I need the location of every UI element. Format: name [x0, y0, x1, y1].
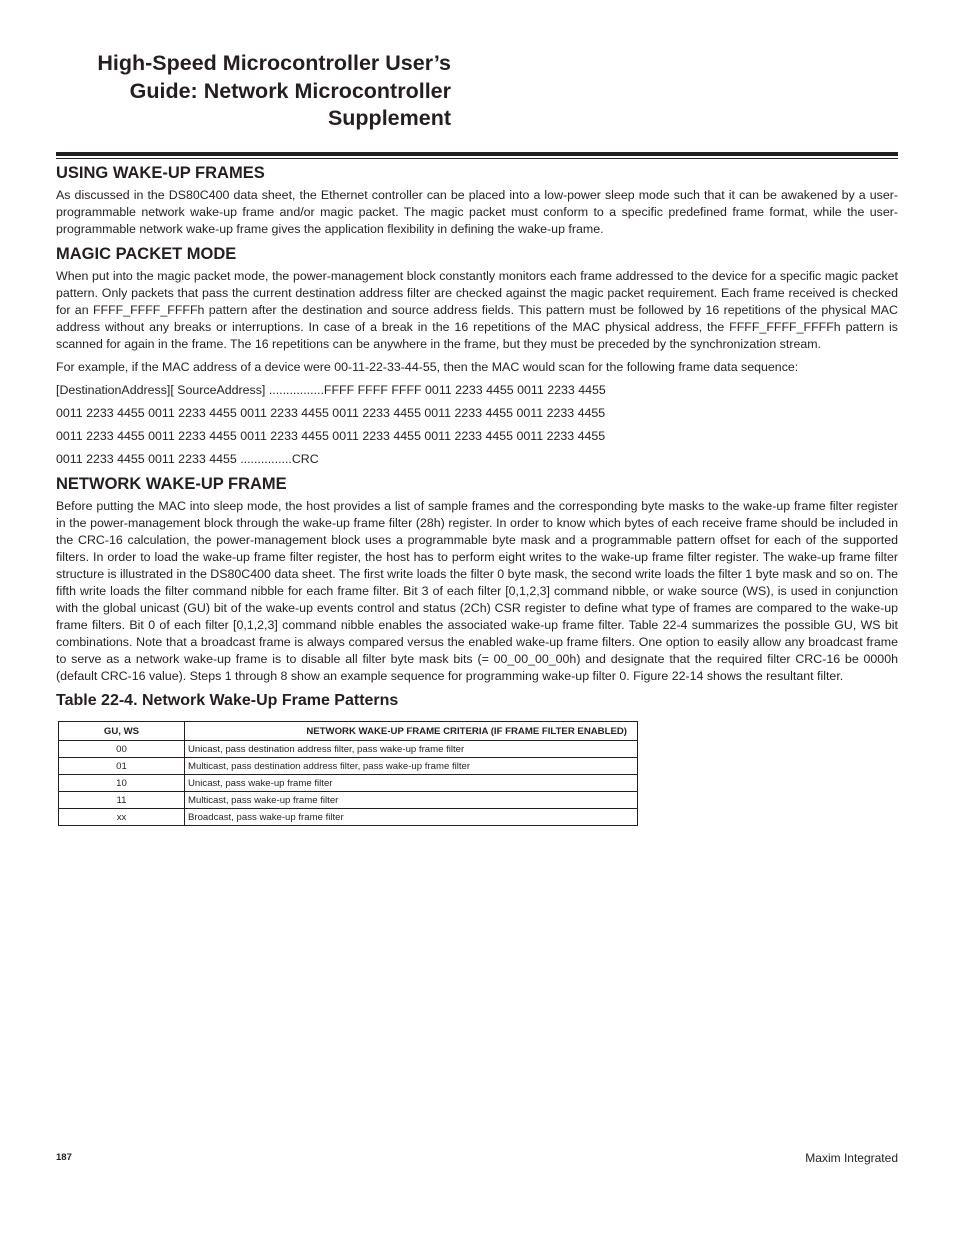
table-caption: Table 22-4. Network Wake-Up Frame Patterns — [56, 692, 399, 709]
paragraph-magic-packet-2: For example, if the MAC address of a device were 00-11-22-33-44-55, then the MAC would scan for the following frame data sequence: — [56, 360, 799, 374]
header-rule-thin — [56, 158, 898, 159]
table-cell-gu-ws: xx — [59, 809, 185, 826]
table-header-criteria: NETWORK WAKE-UP FRAME CRITERIA (IF FRAME FILTER ENABLED) — [185, 722, 638, 741]
wake-up-frame-patterns-table — [58, 721, 638, 826]
table-header-row — [59, 722, 638, 741]
frame-sequence-line-3: 0011 2233 4455 0011 2233 4455 0011 2233 4455 0011 2233 4455 0011 2233 4455 0011 2233 4455 — [56, 429, 606, 443]
table-cell-criteria: Multicast, pass wake-up frame filter — [185, 792, 638, 809]
table-header-gu-ws: GU, WS — [59, 722, 185, 741]
table-row — [59, 809, 638, 826]
table-cell-criteria: Unicast, pass wake-up frame filter — [185, 775, 638, 792]
table-cell-criteria: Broadcast, pass wake-up frame filter — [185, 809, 638, 826]
section-heading-magic-packet: MAGIC PACKET MODE — [56, 245, 237, 263]
table-cell-criteria: Multicast, pass destination address filter, pass wake-up frame filter — [185, 758, 638, 775]
paragraph-magic-packet-1: When put into the magic packet mode, the power-management block constantly monitors each frame addressed to the device for a specific magic packet pattern. Only packets that pass the current destination address filter are checked against the magic packet requirement. Each frame received is checked for an FFFF_FFFF_FFFFh pattern after the destination and source address fields. This pattern must be followed by 16 repetitions of the physical MAC address without any breaks or interruptions. In case of a break in the 16 repetitions of the MAC physical address, the FFFF_FFFF_FFFFh pattern is scanned for again in the frame. The 16 repetitions can be anywhere in the frame, but they must be preceded by the synchronization stream. — [56, 269, 898, 351]
table-cell-gu-ws: 10 — [59, 775, 185, 792]
title-line-2: Guide: Network Microcontroller — [129, 78, 451, 103]
document-title — [40, 50, 451, 133]
table-cell-gu-ws: 11 — [59, 792, 185, 809]
section-heading-wake-up-frames: USING WAKE-UP FRAMES — [56, 164, 265, 182]
title-line-1: High-Speed Microcontroller User’s — [97, 51, 451, 75]
company-name: Maxim Integrated — [805, 1151, 898, 1165]
table-row — [59, 775, 638, 792]
paragraph-wake-up-frames: As discussed in the DS80C400 data sheet, the Ethernet controller can be placed into a low-power sleep mode such that it can be awakened by a user-programmable network wake-up frame and/or magic packet. The magic packet must conform to a specific predefined frame format, while the user-programmable network wake-up frame gives the application flexibility in defining the wake-up frame. — [56, 188, 898, 236]
table-row — [59, 758, 638, 775]
frame-sequence-line-2: 0011 2233 4455 0011 2233 4455 0011 2233 4455 0011 2233 4455 0011 2233 4455 0011 2233 4455 — [56, 406, 606, 420]
title-line-3: Supplement — [327, 106, 451, 130]
table-cell-criteria: Unicast, pass destination address filter, pass wake-up frame filter — [185, 741, 638, 758]
table-row — [59, 792, 638, 809]
section-heading-network-wake-up: NETWORK WAKE-UP FRAME — [56, 475, 287, 493]
main-content — [56, 163, 898, 826]
paragraph-network-wake-up: Before putting the MAC into sleep mode, the host provides a list of sample frames and the corresponding byte masks to the wake-up frame filter register in the power-management block through the wake-up frame filter (28h) register. In order to know which bytes of each receive frame should be included in the CRC-16 calculation, the power-management block uses a programmable byte mask and a programmable pattern offset for each of the supported filters. In order to load the wake-up frame filter register, the host has to perform eight writes to the wake-up frame filter register. The wake-up frame filter structure is illustrated in the DS80C400 data sheet. The first write loads the filter 0 byte mask, the second write loads the filter 1 byte mask and so on. The fifth write loads the filter command nibble for each frame filter. Bit 3 of each filter [0,1,2,3] command nibble, or wake source (WS), is used in conjunction with the global unicast (GU) bit of the wake-up events control and status (2Ch) CSR register to define what type of frames are compared to the wake-up frame filters. Bit 0 of each filter [0,1,2,3] command nibble enables the associated wake-up frame filter. Table 22-4 summarizes the possible GU, WS bit combinations. Note that a broadcast frame is always compared versus the enabled wake-up frame filters. One option to easily allow any broadcast frame to serve as a network wake-up frame is to disable all filter byte mask bits (= 00_00_00_00h) and designate that the required filter CRC-16 be 0000h (default CRC-16 value). Steps 1 through 8 show an example sequence for programming wake-up filter 0. Figure 22-14 shows the resultant filter. — [56, 499, 898, 683]
page-number: 187 — [56, 1152, 72, 1163]
table-cell-gu-ws: 01 — [59, 758, 185, 775]
frame-sequence-line-4: 0011 2233 4455 0011 2233 4455 ...............CRC — [56, 452, 319, 466]
table-row — [59, 741, 638, 758]
header-rule-thick — [56, 152, 898, 156]
frame-sequence-line-1: [DestinationAddress][ SourceAddress] ................FFFF FFFF FFFF 0011 2233 4455 0011 2233 4455 — [56, 383, 606, 397]
table-cell-gu-ws: 00 — [59, 741, 185, 758]
